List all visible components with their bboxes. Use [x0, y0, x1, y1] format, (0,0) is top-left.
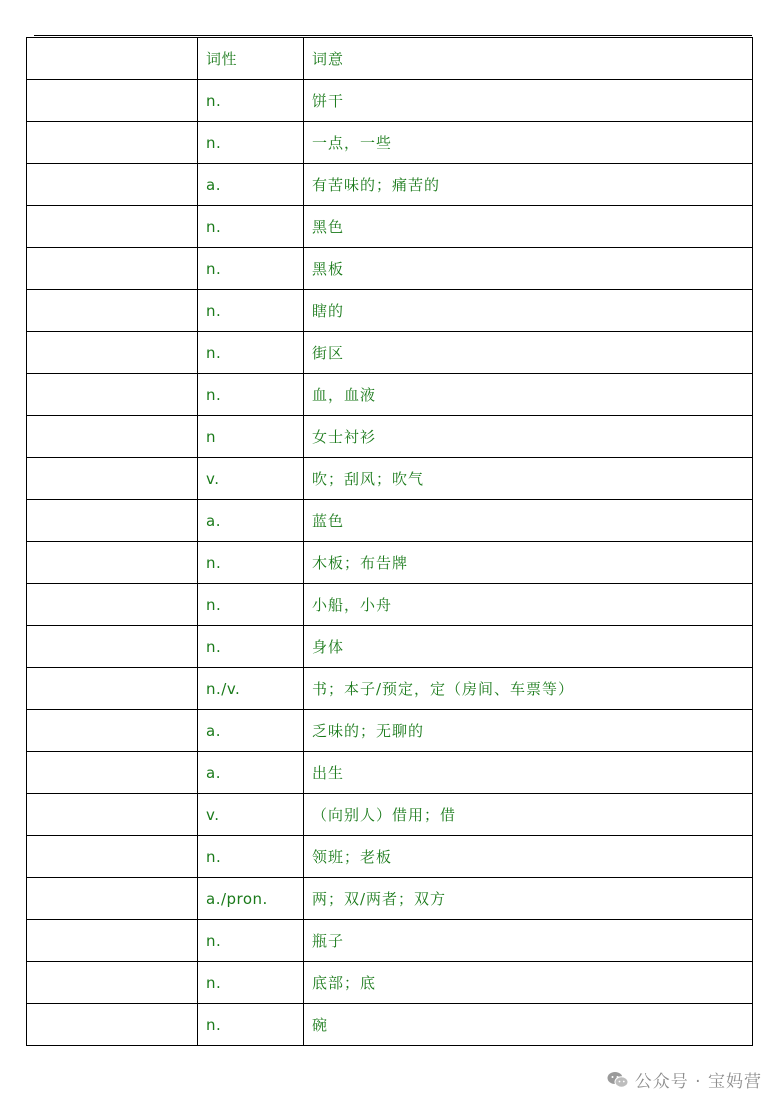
top-rule: [34, 35, 752, 36]
part-of-speech-cell: a./pron.: [198, 878, 304, 920]
word-cell: [27, 752, 198, 794]
table-row: [27, 500, 753, 542]
word-cell: [27, 542, 198, 584]
table-header-row: [27, 38, 753, 80]
table-row: [27, 542, 753, 584]
part-of-speech-cell: n.: [198, 920, 304, 962]
word-cell: [27, 1004, 198, 1046]
meaning-cell: 领班；老板: [304, 836, 753, 878]
part-of-speech-cell: n./v.: [198, 668, 304, 710]
meaning-cell: 一点，一些: [304, 122, 753, 164]
part-of-speech-cell: n.: [198, 584, 304, 626]
table-row: [27, 458, 753, 500]
word-cell: [27, 374, 198, 416]
meaning-cell: 出生: [304, 752, 753, 794]
part-of-speech-cell: n.: [198, 626, 304, 668]
meaning-cell: 瞎的: [304, 290, 753, 332]
meaning-cell: 黑板: [304, 248, 753, 290]
meaning-cell: 乏味的；无聊的: [304, 710, 753, 752]
part-of-speech-cell: n: [198, 416, 304, 458]
part-of-speech-cell: n.: [198, 332, 304, 374]
meaning-cell: （向别人）借用；借: [304, 794, 753, 836]
table-row: [27, 374, 753, 416]
word-cell: [27, 248, 198, 290]
table-row: [27, 836, 753, 878]
meaning-cell: 两；双/两者；双方: [304, 878, 753, 920]
meaning-cell: 小船，小舟: [304, 584, 753, 626]
part-of-speech-cell: n.: [198, 1004, 304, 1046]
meaning-cell: 街区: [304, 332, 753, 374]
word-cell: [27, 332, 198, 374]
meaning-cell: 碗: [304, 1004, 753, 1046]
watermark: [607, 1067, 762, 1092]
meaning-cell: 瓶子: [304, 920, 753, 962]
table-row: [27, 794, 753, 836]
table-row: [27, 80, 753, 122]
word-cell: [27, 416, 198, 458]
meaning-cell: 血，血液: [304, 374, 753, 416]
table-row: [27, 416, 753, 458]
part-of-speech-cell: n.: [198, 962, 304, 1004]
part-of-speech-cell: n.: [198, 836, 304, 878]
word-cell: [27, 794, 198, 836]
word-cell: [27, 206, 198, 248]
part-of-speech-cell: a.: [198, 500, 304, 542]
meaning-cell: 木板；布告牌: [304, 542, 753, 584]
part-of-speech-cell: n.: [198, 374, 304, 416]
table-row: [27, 710, 753, 752]
word-cell: [27, 290, 198, 332]
word-cell: [27, 164, 198, 206]
word-cell: [27, 626, 198, 668]
word-cell: [27, 584, 198, 626]
vocabulary-table-body: [27, 38, 753, 1046]
vocabulary-table: [26, 37, 753, 1046]
table-row: [27, 962, 753, 1004]
part-of-speech-cell: n.: [198, 80, 304, 122]
table-row: [27, 332, 753, 374]
table-row: [27, 668, 753, 710]
word-cell: [27, 458, 198, 500]
meaning-cell: 吹；刮风；吹气: [304, 458, 753, 500]
table-row: [27, 752, 753, 794]
table-row: [27, 248, 753, 290]
word-cell: [27, 122, 198, 164]
table-row: [27, 122, 753, 164]
word-cell: [27, 836, 198, 878]
word-cell: [27, 500, 198, 542]
meaning-cell: 有苦味的；痛苦的: [304, 164, 753, 206]
header-word-cell: [27, 38, 198, 80]
wechat-icon: [607, 1071, 629, 1089]
table-row: [27, 584, 753, 626]
header-meaning-cell: 词意: [304, 38, 753, 80]
header-pos-cell: 词性: [198, 38, 304, 80]
word-cell: [27, 878, 198, 920]
table-row: [27, 206, 753, 248]
watermark-text: 公众号 · 宝妈营: [634, 1072, 762, 1092]
part-of-speech-cell: v.: [198, 794, 304, 836]
part-of-speech-cell: a.: [198, 752, 304, 794]
table-row: [27, 164, 753, 206]
meaning-cell: 身体: [304, 626, 753, 668]
part-of-speech-cell: a.: [198, 710, 304, 752]
word-cell: [27, 668, 198, 710]
part-of-speech-cell: n.: [198, 248, 304, 290]
part-of-speech-cell: n.: [198, 206, 304, 248]
table-row: [27, 290, 753, 332]
word-cell: [27, 710, 198, 752]
part-of-speech-cell: n.: [198, 122, 304, 164]
meaning-cell: 黑色: [304, 206, 753, 248]
table-row: [27, 878, 753, 920]
table-row: [27, 626, 753, 668]
word-cell: [27, 920, 198, 962]
meaning-cell: 书；本子/预定，定（房间、车票等）: [304, 668, 753, 710]
table-row: [27, 920, 753, 962]
part-of-speech-cell: n.: [198, 542, 304, 584]
table-row: [27, 1004, 753, 1046]
word-cell: [27, 80, 198, 122]
part-of-speech-cell: v.: [198, 458, 304, 500]
meaning-cell: 底部；底: [304, 962, 753, 1004]
part-of-speech-cell: a.: [198, 164, 304, 206]
meaning-cell: 蓝色: [304, 500, 753, 542]
word-cell: [27, 962, 198, 1004]
meaning-cell: 饼干: [304, 80, 753, 122]
part-of-speech-cell: n.: [198, 290, 304, 332]
meaning-cell: 女士衬衫: [304, 416, 753, 458]
